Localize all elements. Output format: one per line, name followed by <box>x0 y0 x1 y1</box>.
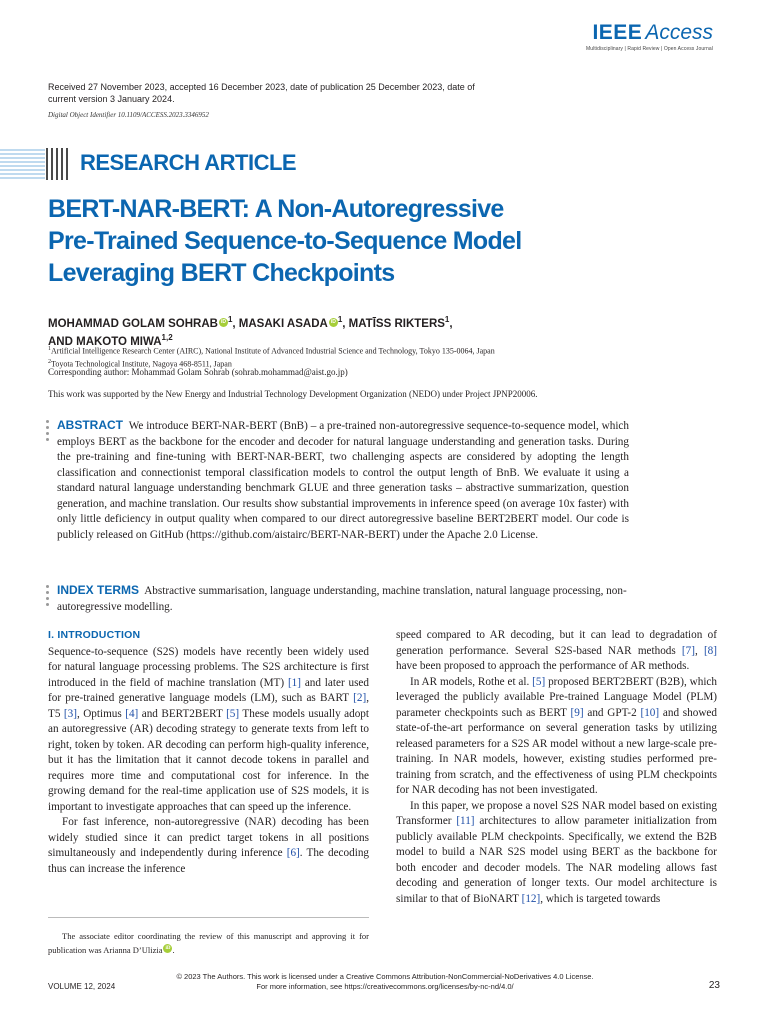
affiliation-1 <box>48 344 648 357</box>
citation-link[interactable]: [11] <box>456 815 475 827</box>
author-name: MASAKI ASADA <box>238 317 328 330</box>
citation-link[interactable]: [2] <box>353 692 367 704</box>
affiliation-marker: 1 <box>227 315 233 324</box>
author-name: MOHAMMAD GOLAM SOHRAB <box>48 317 218 330</box>
author-separator: , <box>449 317 453 330</box>
citation-link[interactable]: [10] <box>640 706 660 719</box>
paper-title <box>48 193 608 289</box>
paragraph: For fast inference, non-autoregressive (NAR) decoding has been widely studied since it can predict target tokens in all positions simultaneously and independently during inference [6]. The decoding thus can increase the inference <box>48 816 370 875</box>
affiliation-marker: 1 <box>337 315 343 324</box>
logo-access: Access <box>645 21 713 44</box>
title-line: Leveraging BERT Checkpoints <box>48 259 395 287</box>
affiliation-number: 1 <box>48 346 51 352</box>
banner-lines-decoration <box>0 147 45 181</box>
citation-link[interactable]: [3] <box>63 707 77 720</box>
citation-link[interactable]: [8] <box>703 644 717 657</box>
index-terms-label: INDEX TERMS <box>57 583 140 597</box>
citation-link[interactable]: [4] <box>125 707 139 720</box>
logo-ieee: IEEE <box>592 21 643 44</box>
right-column <box>396 628 717 907</box>
title-line: Pre-Trained Sequence-to-Sequence Model <box>48 227 522 255</box>
license-line: © 2023 The Authors. This work is licensed under a Creative Commons Attribution-NonCommercial-NoDerivatives 4.0 License. <box>176 972 594 981</box>
citation-link[interactable]: [7] <box>681 644 695 657</box>
doi[interactable]: Digital Object Identifier 10.1109/ACCESS.2023.3346952 <box>48 111 209 119</box>
ieee-access-logo <box>586 22 713 52</box>
citation-link[interactable]: [1] <box>287 676 301 689</box>
corresponding-author: Corresponding author: Mohammad Golam Sohrab (sohrab.mohammad@aist.go.jp) <box>48 367 348 377</box>
author-separator: , <box>232 317 239 330</box>
abstract-text: We introduce BERT-NAR-BERT (BnB) – a pre-trained non-autoregressive sequence-to-sequence model, which employs BERT as the backbone for the encoder and decoder for natural language understanding and generation tasks. During the pre-training and fine-tuning with BERT-NAR-BERT, two challenging aspects are considered by adopting the length classification and connectionist temporal classification models to control the output length of BnB. We evaluate it using a standard natural language understanding benchmark GLUE and three generation tasks – abstractive summarization, question generation, and machine translation. Our results show substantial improvements in inference speed (on average 10x faster) with only little deficiency in output quality when compared to our direct autoregressive baseline BERT2BERT model. Our code is publicly released on GitHub (https://github.com/aistairc/BERT-NAR-BERT) under the Apache 2.0 License. <box>57 420 629 541</box>
abstract-label: ABSTRACT <box>57 418 123 432</box>
logo-wordmark <box>586 22 713 44</box>
index-terms <box>57 583 629 615</box>
editor-footnote: The associate editor coordinating the review of this manuscript and approving it for publication was Arianna D’Ulizia iD . <box>48 931 369 955</box>
section-heading: I. INTRODUCTION <box>48 629 141 641</box>
title-line: BERT-NAR-BERT: A Non-Autoregressive <box>48 195 504 223</box>
orcid-icon[interactable]: iD <box>165 946 171 951</box>
author-separator: , <box>342 317 349 330</box>
affiliation-marker: 1 <box>444 315 450 324</box>
article-type-banner <box>0 147 297 181</box>
affiliation-text: Artificial Intelligence Research Center (AIRC), National Institute of Advanced Industrial Science and Technology, Tokyo 135-0064, Japan <box>51 346 495 356</box>
abstract <box>57 418 629 543</box>
license-link[interactable]: For more information, see https://creativecommons.org/licenses/by-nc-nd/4.0/ <box>256 982 514 991</box>
index-terms-text: Abstractive summarisation, language understanding, machine translation, natural language processing, non-autoregressive modelling. <box>57 585 627 613</box>
author-name: AND MAKOTO MIWA <box>48 335 162 348</box>
citation-link[interactable]: [9] <box>570 706 584 719</box>
abstract-dots-decoration <box>46 420 50 444</box>
license-notice <box>150 972 620 992</box>
article-type: RESEARCH ARTICLE <box>80 150 297 175</box>
affiliation-number: 2 <box>48 358 51 365</box>
paragraph: In this paper, we propose a novel S2S NAR model based on existing Transformer [11] architectures to allow parameter initialization from publicly available PLM checkpoints. Specifically, we extend the B2B model to build a NAR S2S model using BERT as the backbone for both encoder and decoder models. The NAR modeling allows fast decoding and generation of longer texts. Our model architecture is similar to that of BioNART [12], which is targeted towards <box>396 799 717 905</box>
citation-link[interactable]: [12] <box>521 892 541 905</box>
orcid-icon[interactable]: iD <box>330 318 336 325</box>
footnote-divider <box>48 917 369 918</box>
left-column <box>48 628 369 877</box>
volume-label: VOLUME 12, 2024 <box>48 982 116 991</box>
affiliation-marker: 1,2 <box>161 332 173 342</box>
citation-link[interactable]: [5] <box>532 675 546 688</box>
received-dates: Received 27 November 2023, accepted 16 December 2023, date of publication 25 December 2023, date of current version 3 January 2024. <box>48 82 475 104</box>
banner-bars-decoration <box>45 147 73 181</box>
paragraph: In AR models, Rothe et al. [5] proposed BERT2BERT (B2B), which leveraged the publicly available Pre-trained Language Model (PLM) parameter checkpoints such as BERT [9] and GPT-2 [10] and showed state-of-the-art performance on several generation tasks by utilizing released parameters for a S2S AR model without a new large-scale pre-training. In NAR models, however, existing studies performed pre-training from scratch, and the effectiveness of using PLM checkpoints for NAR decoding has not been investigated. <box>396 675 717 796</box>
orcid-icon[interactable]: iD <box>220 318 226 325</box>
citation-link[interactable]: [5] <box>226 707 240 720</box>
paragraph: speed compared to AR decoding, but it can lead to degradation of generation performance. Several S2S-based NAR methods [7], [8] have been proposed to approach the performance of AR methods. <box>396 629 717 672</box>
affiliation-text: Toyota Technological Institute, Nagoya 468-8511, Japan <box>51 359 232 369</box>
index-terms-dots-decoration <box>46 585 50 609</box>
affiliations <box>48 344 648 369</box>
page-number: 23 <box>708 980 720 991</box>
citation-link[interactable]: [6] <box>286 847 300 859</box>
paragraph: Sequence-to-sequence (S2S) models have recently been widely used for natural language processing problems. The S2S architecture is first introduced in the field of machine translation (MT) [1] and later used for pre-trained generative language models (LM), such as BART [2], T5 [3], Optimus [4] and BERT2BERT [5] These models usually adopt an autoregressive (AR) decoding strategy to generate texts from left to right, token by token. AR decoding can perform high-quality inference, but it has the limitation that it cannot decode tokens in parallel and requires more time and computational cost for inference. In the growing demand for the real-time application use of S2S models, it is important to investigate approaches that can speed up the inference. <box>48 645 369 813</box>
logo-tagline: Multidisciplinary | Rapid Review | Open Access Journal <box>586 46 713 52</box>
author-name: MATĪSS RIKTERS <box>348 317 445 330</box>
funding-statement: This work was supported by the New Energy and Industrial Technology Development Organization (NEDO) under Project JPNP20006. <box>48 389 538 399</box>
